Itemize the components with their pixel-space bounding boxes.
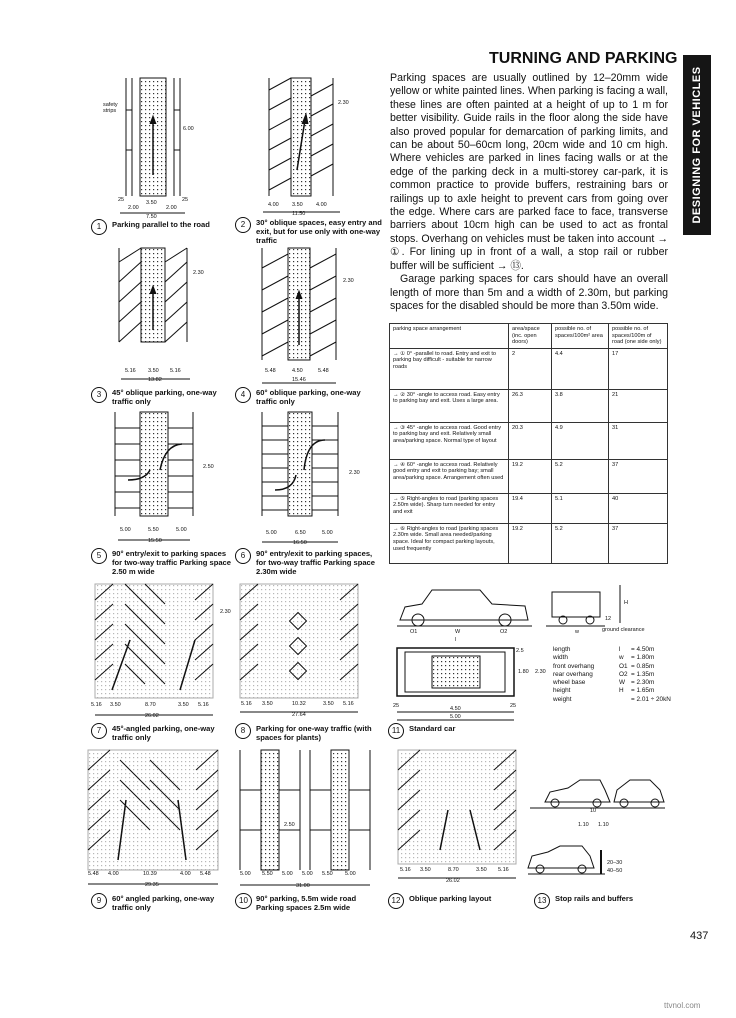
dimension-label: W [455,629,461,635]
dimension-label: 2.50 [203,464,214,470]
spec-value: = 1.80m [631,654,655,662]
figure-number: 13 [534,893,550,909]
dimension-label: 12 [605,616,612,622]
caption-text: 90° entry/exit to parking spaces, for two-way traffic Parking space 2.30m wide [256,549,376,576]
caption-text: Parking for one-way traffic (with spaces for plants) [256,724,372,742]
dimension-label: w [575,629,579,635]
table-header: possible no. of spaces/100m² area [552,324,609,349]
watermark: ttvnol.com [664,1001,701,1010]
dimension-label: 25 [182,197,189,203]
caption-text: Stop rails and buffers [555,894,634,903]
dimension-label: 3.50 [262,701,273,707]
spec-value: = 1.65m [631,687,655,695]
dimension-label: 5.48 [200,871,211,877]
dimension-label: 29.35 [145,882,159,888]
table-header: area/space (inc. open doors) [509,324,552,349]
figure-number: 11 [388,723,404,739]
spec-symbol: w [619,654,624,662]
dimension-label: 10.32 [292,701,306,707]
dimension-label: 4.00 [268,202,279,208]
dimension-label: 3.50 [178,702,189,708]
figure-1-drawing [120,78,185,213]
table-cell: 19.2 [509,523,552,563]
figure-label: safety strips [103,102,118,114]
figure-number: 1 [91,219,107,235]
table-cell: 20.3 [509,422,552,459]
table-cell: → ⑥ Right-angles to road (parking spaces 2.30m wide. Small area needed/parking space. Ideal for compact parking layouts, used frequently [390,523,509,563]
dimension-label: O1 [410,629,418,635]
spec-symbol: O2 [619,670,628,678]
figure-4-drawing [262,248,336,383]
dimension-label: 25 [393,703,400,709]
dimension-label: 2.30 [338,100,349,106]
dimension-label: 5.16 [125,368,136,374]
dimension-label: 5.50 [322,871,333,877]
dimension-label: 5.50 [148,527,159,533]
dimension-label: 5.16 [343,701,354,707]
dimension-label: 5.48 [318,368,329,374]
table-header: parking space arrangement [390,324,509,349]
figure-7-drawing [95,584,213,715]
table-header: possible no. of spaces/100m of road (one side only) [609,324,668,349]
dimension-label: 4.50 [450,706,461,712]
dimension-label: 31.00 [296,883,310,889]
figure-13-drawing [528,780,665,874]
dimension-label: 5.00 [282,871,293,877]
dimension-label: 3.50 [420,867,431,873]
dimension-label: 5.00 [120,527,131,533]
ground-clearance-label: ground clearance [602,627,645,633]
figure-8-caption [235,723,395,753]
table-cell: 2 [509,348,552,389]
dimension-label: 3.50 [292,202,303,208]
dimension-label: 5.00 [345,871,356,877]
page-number: 437 [690,930,709,942]
dimension-label: 5.00 [450,714,461,720]
dimension-label: 8.70 [145,702,156,708]
figure-number: 7 [91,723,107,739]
dimension-label: 4.00 [316,202,327,208]
figure-11-caption [388,723,528,743]
dimension-label: 2.30 [535,669,546,675]
table-cell: 4.4 [552,348,609,389]
figure-2-drawing [263,78,340,212]
table-cell: 19.4 [509,493,552,523]
figure-2-caption [235,217,395,247]
figure-9-drawing [88,750,218,884]
dimension-label: 5.00 [322,530,333,536]
spec-key: height [553,687,571,695]
dimension-label: H [624,600,628,606]
dimension-label: 26.02 [446,878,460,884]
spec-key: wheel base [553,679,586,687]
dimension-label: 3.50 [148,368,159,374]
dimension-label: 5.16 [400,867,411,873]
spec-value: = 2.30m [631,679,655,687]
figure-10-caption [235,893,395,923]
caption-text: 90° entry/exit to parking spaces for two-way traffic Parking space 2.50 m wide [112,549,232,576]
table-cell: 40 [609,493,668,523]
figure-3-drawing [119,248,190,379]
caption-text: 60° angled parking, one-way traffic only [112,894,215,912]
figure-3-caption [91,387,251,417]
page-title: TURNING AND PARKING [489,50,678,67]
figure-4-caption [235,387,395,417]
spec-key: rear overhang [553,670,593,678]
dimension-label: 5.00 [266,530,277,536]
spec-symbol: W [619,679,626,687]
spec-row [553,679,671,687]
spec-key: front overhang [553,662,595,670]
dimension-label: 2.5 [516,648,524,654]
dimension-label: 5.00 [302,871,313,877]
dimension-label: 5.16 [241,701,252,707]
caption-text: 90° parking, 5.5m wide road Parking spaces 2.5m wide [256,894,357,912]
dimension-label: 16.50 [293,540,307,546]
table-cell: → ① 0° -parallel to road. Entry and exit to parking bay difficult - suitable for narrow roads [390,348,509,389]
dimension-label: 4.00 [180,871,191,877]
dimension-label: 5.00 [240,871,251,877]
spec-row [553,663,671,671]
dimension-label: 3.50 [146,200,157,206]
table-cell: 19.2 [509,459,552,493]
table-cell: 5.2 [552,523,609,563]
dimension-label: 1.80 [518,669,529,675]
table-cell: 31 [609,422,668,459]
spec-symbol [619,696,631,704]
section-tab-label: DESIGNING FOR VEHICLES [691,66,703,224]
dimension-label: 5.16 [198,702,209,708]
figure-5-caption [91,548,251,578]
body-paragraph: Parking spaces are usually outlined by 12–20mm wide yellow or white painted lines. When parking is facing a wall, these lines are often painted at a height of up to 1 m for better visibility. Guide rails in the floor along the side have also proved popular for demarcation of parking limits, and can be about 50–60cm long, 20cm wide and 10 cm high. Where vehicles are parked in lines facing walls or at the edge of the parking deck in a multi-storey car-park, it is common practice to provide buffers, restraining bars or railings up to axle height to prevent cars from going over the edge. Where cars are parked face to face, transverse barriers about 10cm high can be used to act as frontal stops. Overhang on vehicles must be taken into account → ①. For lining up in front of a wall, a stop rail or rubber buffer will be sufficient → ⑬. [390,72,668,272]
spec-symbol: H [619,687,624,695]
dimension-label: 11.50 [292,211,306,217]
figure-number: 4 [235,387,251,403]
dimension-label: 6.50 [295,530,306,536]
figure-10-drawing [240,750,370,885]
dimension-label: 25 [118,197,125,203]
dimension-label: 15.50 [148,538,162,544]
table-cell: → ② 30° -angle to access road. Easy entry to parking bay and exit. Uses a large area. [390,389,509,422]
caption-text: Standard car [409,724,456,733]
table-cell: → ④ 60° -angle to access road. Relatively good entry and exit to parking bay; small area/parking space. Arrangement often used [390,459,509,493]
caption-text: Oblique parking layout [409,894,492,903]
dimension-label: 2.50 [284,822,295,828]
figure-1-caption [91,219,251,249]
dimension-label: 13.82 [148,377,162,383]
dimension-label: 6.00 [183,126,194,132]
spec-row [553,687,671,695]
figure-8-drawing [240,584,358,712]
caption-text: 60° oblique parking, one-way traffic only [256,388,361,406]
spec-key: length [553,646,571,653]
figure-13-caption [534,893,674,913]
caption-text: Parking parallel to the road [112,220,210,229]
dimension-label: 5.16 [498,867,509,873]
spec-value: = 0.85m [631,662,655,670]
table-cell: 37 [609,523,668,563]
figure-9-caption [91,893,251,923]
dimension-label: 5.48 [88,871,99,877]
figure-number: 2 [235,217,251,233]
table-cell: 21 [609,389,668,422]
spec-row [553,646,671,654]
spec-symbol: l [619,646,621,653]
figure-12-drawing [398,750,516,878]
figure-number: 5 [91,548,107,564]
spec-row [553,654,671,662]
dimension-label: 8.70 [448,867,459,873]
spec-row [553,696,671,704]
spec-key: weight [553,695,572,703]
dimension-label: 2.30 [349,470,360,476]
figure-number: 6 [235,548,251,564]
figure-number: 3 [91,387,107,403]
spec-symbol: O1 [619,662,628,670]
figure-12-caption [388,893,528,913]
dimension-label: 1.10 [578,822,589,828]
figure-number: 9 [91,893,107,909]
figure-6-drawing [262,412,338,542]
table-cell: → ⑤ Right-angles to road (parking spaces 2.50m wide). Sharp turn needed for entry and exit [390,493,509,523]
car-spec-list [553,646,671,704]
dimension-label: 27.64 [292,712,306,718]
dimension-label: 5.00 [176,527,187,533]
caption-text: 30° oblique spaces, easy entry and exit, but for use only with one-way traffic [256,218,382,245]
table-cell: 5.1 [552,493,609,523]
dimension-label: 5.48 [265,368,276,374]
dimension-label: 4.00 [108,871,119,877]
dimension-label: 10.39 [143,871,157,877]
dimension-label: 7.50 [146,214,157,220]
dimension-label: 5.50 [262,871,273,877]
dimension-label: 2.30 [343,278,354,284]
table-cell: 4.9 [552,422,609,459]
figure-5-drawing [115,412,193,540]
dimension-label: 2.00 [166,205,177,211]
figure-number: 8 [235,723,251,739]
dimension-label: 2.30 [220,609,231,615]
figure-6-caption [235,548,395,578]
spec-key: width [553,654,568,662]
table-cell: → ③ 45° -angle to access road. Good entry to parking bay and exit. Relatively small area/parking space. Normal type of layout [390,422,509,459]
spec-value: = 4.50m [631,646,655,653]
caption-text: 45°-angled parking, one-way traffic only [112,724,215,742]
table-cell: 17 [609,348,668,389]
dimension-label: 40–50 [607,868,623,874]
spec-value: = 2.01 ÷ 20kN [631,695,671,703]
table-cell: 3.8 [552,389,609,422]
dimension-label: 26.02 [145,713,159,719]
dimension-label: 5.16 [91,702,102,708]
dimension-label: 3.50 [323,701,334,707]
dimension-label: 3.50 [476,867,487,873]
dimension-label: 1.10 [598,822,609,828]
figure-7-caption [91,723,251,753]
body-paragraph: Garage parking spaces for cars should have an overall length of more than 5m and a width of 2.30m, but parking spaces for the disabled should be more than 3.50m wide. [390,273,668,312]
figure-number: 10 [235,893,252,909]
dimension-label: 2.30 [193,270,204,276]
dimension-label: 25 [510,703,517,709]
dimension-label: 5.16 [170,368,181,374]
dimension-label: l [455,637,457,643]
spec-row [553,671,671,679]
caption-text: 45° oblique parking, one-way traffic only [112,388,217,406]
table-cell: 37 [609,459,668,493]
dimension-label: 15.46 [292,377,306,383]
dimension-label: O2 [500,629,508,635]
dimension-label: 20–30 [607,860,623,866]
dimension-label: 4.50 [292,368,303,374]
dimension-label: 10 [590,808,597,814]
table-cell: 5.2 [552,459,609,493]
dimension-label: 2.00 [128,205,139,211]
spec-value: = 1.35m [631,670,655,678]
table-cell: 26.3 [509,389,552,422]
figure-number: 12 [388,893,404,909]
dimension-label: 3.50 [110,702,121,708]
